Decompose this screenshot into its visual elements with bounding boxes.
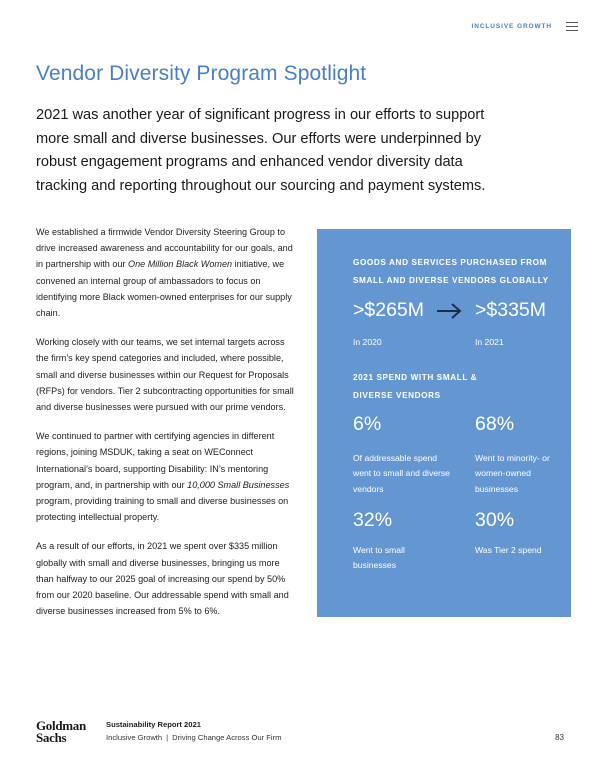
stat-value: 68% (475, 413, 515, 435)
top-nav (472, 22, 578, 31)
stats-panel (317, 229, 571, 617)
footer-breadcrumb: Inclusive Growth | Driving Change Across Our Firm (106, 733, 282, 742)
panel-heading-spend: 2021 SPEND WITH SMALL & DIVERSE VENDORS (353, 373, 478, 400)
panel-heading-purchases: GOODS AND SERVICES PURCHASED FROM SMALL AND DIVERSE VENDORS GLOBALLY (353, 258, 549, 285)
stat-2020-value: >$265M (353, 299, 425, 321)
body-paragraph-4: As a result of our efforts, in 2021 we spent over $335 million globally with small and diverse businesses, bringing us more than halfway to our 2025 goal of increasing our spend by 50% from our 2020 baseline. Our addressable spend with small and diverse businesses increased from 5% to 6%. (36, 541, 289, 617)
stat-2021-value: >$335M (475, 299, 547, 321)
section-label[interactable]: INCLUSIVE GROWTH (471, 23, 552, 30)
page-number: 83 (555, 733, 564, 742)
goldman-sachs-logo: Goldman Sachs (36, 718, 86, 745)
footer-section-link[interactable]: Inclusive Growth (106, 733, 163, 742)
stat-2020-label: In 2020 (353, 337, 382, 347)
footer-chapter-link[interactable]: Driving Change Across Our Firm (172, 733, 282, 742)
intro-paragraph: 2021 was another year of significant progress in our efforts to support more small and diverse businesses. Our efforts were underpinned by robust engagement programs and enhanced vendor diversity data tracking and reporting throughout our sourcing and payment systems. (36, 107, 486, 194)
hamburger-menu-icon[interactable] (566, 22, 578, 31)
stat-2021-label: In 2021 (475, 337, 504, 347)
stat-value: 30% (475, 509, 515, 531)
footer-report-title: Sustainability Report 2021 (106, 720, 201, 729)
body-paragraph-1: We established a firmwide Vendor Diversity Steering Group to drive increased awareness and accountability for our goals, and in partnership with our One Million Black Women initiative, we convened an internal group of ambassadors to focus on identifying more Black women-owned enterprises for our supply chain. (36, 227, 293, 319)
arrow-right-icon (435, 301, 465, 321)
stat-label: Went to minority- or women-owned businesses (475, 453, 550, 494)
stat-label: Of addressable spend went to small and diverse vendors (353, 453, 450, 494)
body-column (36, 224, 294, 632)
stat-label: Was Tier 2 spend (475, 545, 542, 555)
stat-value: 32% (353, 509, 393, 531)
stat-label: Went to small businesses (353, 545, 405, 571)
body-paragraph-3: We continued to partner with certifying agencies in different regions, joining MSDUK, taking a seat on WEConnect International’s board, supporting Disability: IN’s mentoring program, and, in partnership with our 10,000 Small Businesses program, providing training to small and diverse businesses on protecting intellectual property. (36, 431, 290, 523)
page-title: Vendor Diversity Program Spotlight (36, 62, 367, 85)
body-paragraph-2: Working closely with our teams, we set internal targets across the firm’s key spend categories and included, where possible, small and diverse businesses within our Request for Proposals (RFPs) for vendors. Tier 2 subcontracting opportunities for small and diverse businesses were pursued with our prime vendors. (36, 337, 294, 413)
stat-value: 6% (353, 413, 382, 435)
